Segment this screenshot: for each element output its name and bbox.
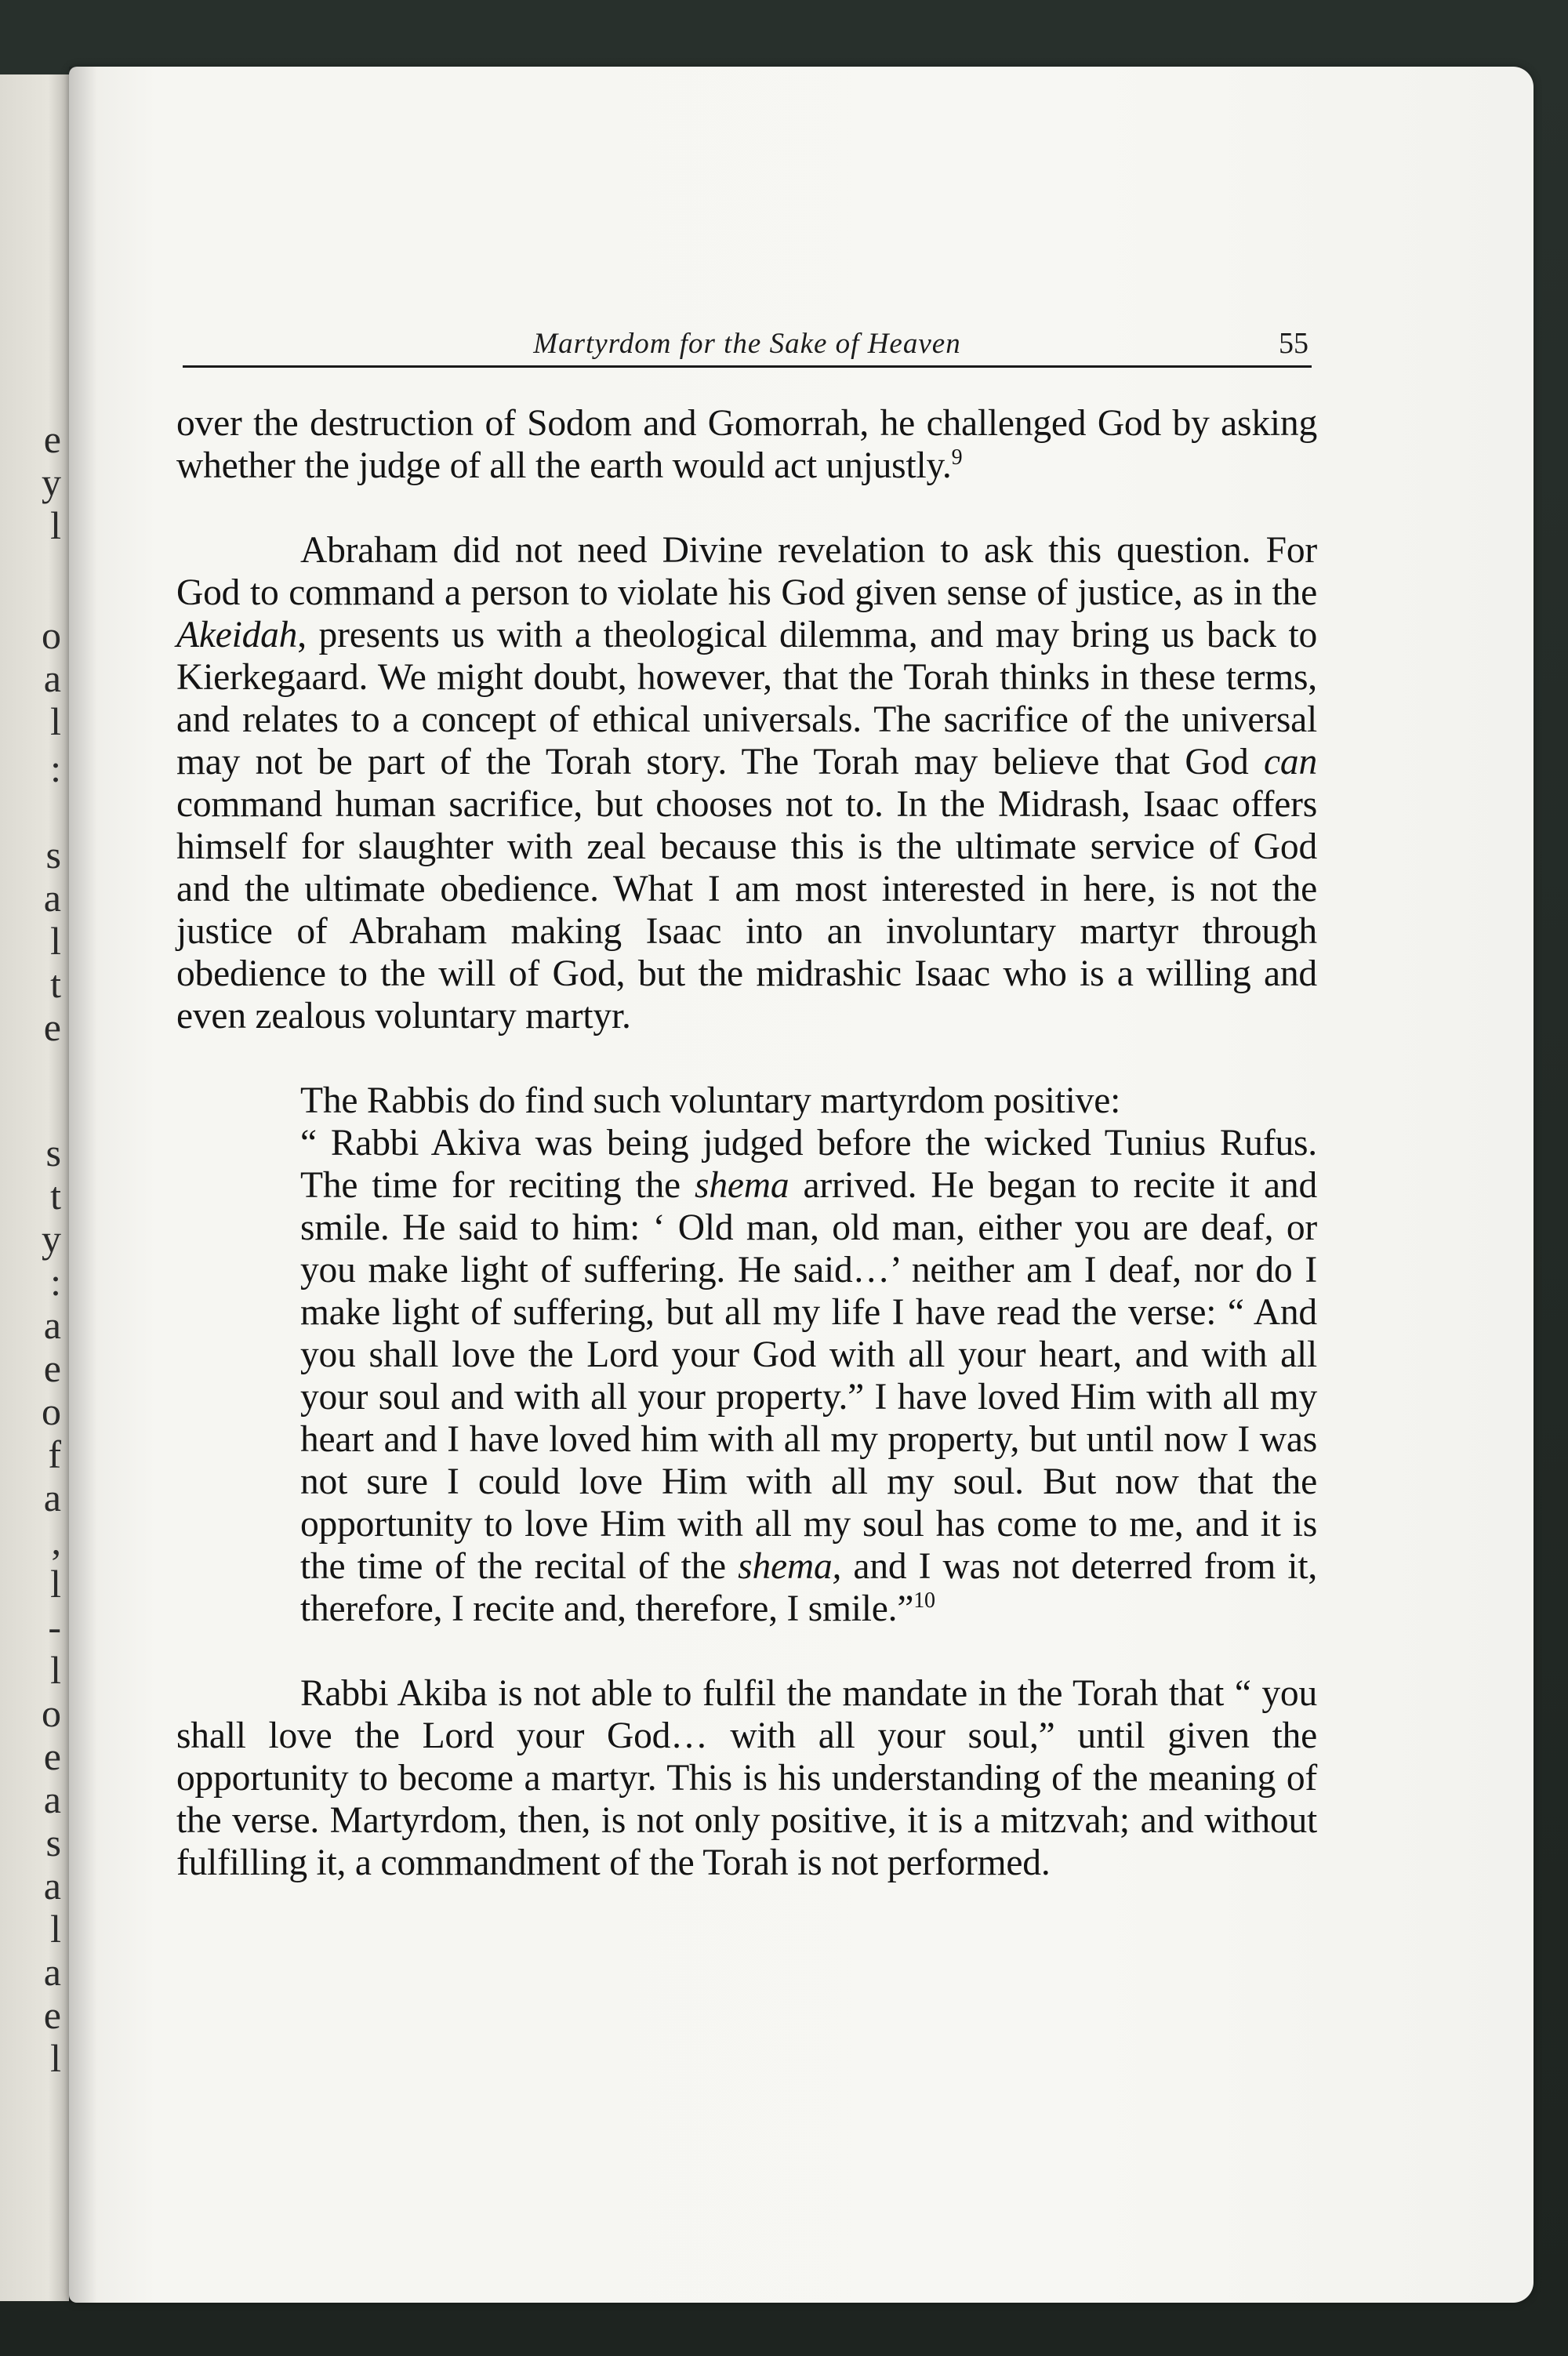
quote-text-2: arrived. He began to recite it and smile. He said to him: ‘ Old man, old man, either you are deaf, or you make light of suffering. He said…’ neither am I deaf, nor do I make light of suffering, but all my life I have read the verse: “ And you shall love the Lord your God with all your heart, and with all your soul and with all your property.” I have loved Him with all my heart and I have loved him with all my property, but until now I was not sure I could love Him with all my soul. But now that the opportunity to love Him with all my soul has come to me, and it is the time of the recital of the <box>300 1165 1318 1587</box>
edge-glyph: a <box>43 1303 61 1347</box>
edge-glyph: e <box>43 1734 61 1778</box>
edge-glyph: l <box>50 503 61 547</box>
body-text <box>176 402 1317 1884</box>
edge-glyph: e <box>43 1346 61 1390</box>
quote-text-3: and I was not deterred from it, therefore, I recite and, therefore, I smile.” <box>300 1546 1317 1629</box>
edge-glyph: a <box>43 1864 61 1908</box>
running-head <box>183 321 1312 368</box>
edge-glyph: - <box>48 1605 61 1649</box>
shema-term-2: shema, <box>738 1546 842 1587</box>
paragraph-1 <box>176 402 1317 487</box>
edge-glyph: a <box>43 656 61 700</box>
edge-glyph: y <box>42 1217 61 1261</box>
edge-glyph: t <box>50 1174 61 1218</box>
paragraph-3-intro: The Rabbis do find such voluntary martyrdom positive: <box>300 1080 1121 1121</box>
paragraph-2-text-1: Abraham did not need Divine revelation to ask this question. For God to command a person to violate his God given sense of justice, as in the <box>176 530 1317 613</box>
edge-glyph: a <box>43 1777 61 1821</box>
edge-glyph: e <box>43 1993 61 2037</box>
edge-glyph: l <box>50 1907 61 1951</box>
page-number: 55 <box>1279 327 1308 360</box>
edge-glyph: s <box>45 1131 61 1174</box>
edge-glyph: a <box>43 1950 61 1994</box>
paragraph-2-text-2: , presents us with a theological dilemma, and may bring us back to Kierkegaard. We might doubt, however, that the Torah thinks in these terms, and relates to a concept of ethical universals. The sacrifice of the universal may not be part of the Torah story. The Torah may believe that God <box>176 615 1317 782</box>
edge-glyph: o <box>42 613 61 657</box>
shema-term: shema <box>695 1165 789 1206</box>
edge-glyph: , <box>51 1519 61 1563</box>
paragraph-4 <box>176 1672 1317 1884</box>
edge-glyph: l <box>50 699 61 743</box>
quote-text-1: “ Rabbi Akiva was being judged before the wicked Tunius Rufus. The time for reciting the <box>300 1123 1317 1206</box>
edge-glyph: e <box>43 1005 61 1049</box>
edge-glyph: o <box>42 1691 61 1735</box>
paragraph-2 <box>176 529 1317 1037</box>
running-title: Martyrdom for the Sake of Heaven <box>533 328 961 360</box>
edge-glyph: s <box>45 1821 61 1864</box>
edge-glyph: a <box>43 1476 61 1519</box>
paragraph-4-text: Rabbi Akiba is not able to fulfil the mandate in the Torah that “ you shall love the Lord your God… with all your soul,” until given the opportunity to become a martyr. This is his understanding of the meaning of the verse. Martyrdom, then, is not only positive, it is a mitzvah; and without fulfilling it, a commandment of the Torah is not performed. <box>176 1673 1317 1883</box>
edge-glyph: : <box>50 1260 61 1304</box>
edge-glyph: t <box>50 962 61 1006</box>
edge-glyph: y <box>42 460 61 504</box>
edge-glyph: l <box>50 1648 61 1692</box>
edge-glyph: : <box>50 746 61 790</box>
paragraph-3-quote <box>176 1080 1317 1630</box>
edge-glyph: f <box>48 1432 61 1476</box>
paragraph-1-text: over the destruction of Sodom and Gomorrah, he challenged God by asking whether the judge of all the earth would act unjustly. <box>176 403 1317 486</box>
paragraph-2-text-3: command human sacrifice, but chooses not to. In the Midrash, Isaac offers himself for slaughter with zeal because this is the ultimate service of God and the ultimate obedience. What I am most interested in here, is not the justice of Abraham making Isaac into an involuntary martyr through obedience to the will of God, but the midrashic Isaac who is a willing and even zealous voluntary martyr. <box>176 784 1317 1036</box>
can-emphasis: can <box>1264 742 1317 782</box>
footnote-marker-9: 9 <box>951 445 963 470</box>
edge-glyph: l <box>50 919 61 963</box>
akeidah-term: Akeidah <box>176 615 298 655</box>
edge-glyph: l <box>50 1562 61 1606</box>
left-page-edge <box>0 74 69 2301</box>
edge-glyph: l <box>50 2036 61 2080</box>
edge-glyph: o <box>42 1389 61 1433</box>
edge-glyph: s <box>45 833 61 877</box>
footnote-marker-10: 10 <box>913 1588 935 1614</box>
edge-glyph: e <box>43 417 61 461</box>
edge-glyph: a <box>43 876 61 920</box>
